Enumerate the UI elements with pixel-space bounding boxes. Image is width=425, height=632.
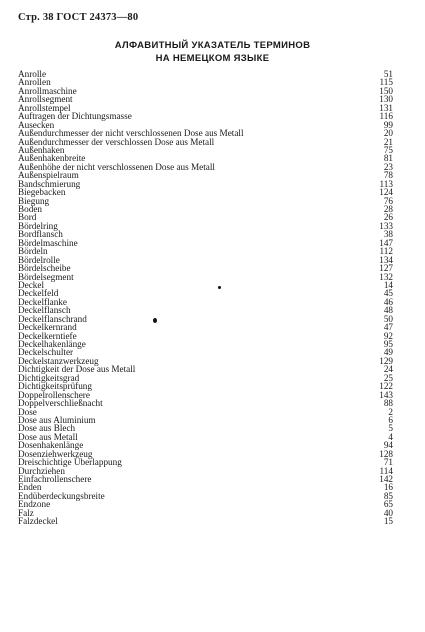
index-page-number: 24 <box>383 364 393 375</box>
scan-speck <box>218 286 221 289</box>
index-page-number: 38 <box>383 229 393 240</box>
index-term: Doppelrollenschere <box>18 389 90 400</box>
index-term: Falzdeckel <box>18 516 58 527</box>
index-term: Deckelfeld <box>18 288 59 299</box>
index-page-number: 15 <box>383 516 393 527</box>
index-term: Auftragen der Dichtungsmasse <box>18 111 132 122</box>
index-page-number: 28 <box>383 204 393 214</box>
index-page-number: 26 <box>383 212 393 223</box>
index-page-number: 128 <box>379 448 393 459</box>
index-term: Biegebacken <box>18 187 66 198</box>
index-page-number: 49 <box>383 347 393 358</box>
index-term: Dose aus Aluminium <box>18 414 96 425</box>
index-term: Deckelkernrand <box>18 322 77 333</box>
index-term: Falz <box>18 507 34 518</box>
index-page-number: 130 <box>379 94 393 105</box>
index-entry <box>18 222 393 230</box>
index-page-number: 129 <box>379 355 393 366</box>
index-term: Deckelstanzwerkzeug <box>18 355 99 366</box>
index-term: Bördelrolle <box>18 254 60 265</box>
index-term: Außendurchmesser der nicht verschlossenen Dose aus Metall <box>18 128 244 139</box>
index-term: Außenhöhe der nicht verschlossenen Dose aus Metall <box>18 161 215 172</box>
index-term: Anrolle <box>18 69 47 79</box>
index-page-number: 25 <box>383 372 393 383</box>
index-page-number: 23 <box>383 161 393 172</box>
index-entry <box>18 340 393 348</box>
index-entry <box>18 509 393 517</box>
index-term: Außenhaken <box>18 144 65 155</box>
index-term: Dichtigkeit der Dose aus Metall <box>18 364 136 375</box>
index-page-number: 150 <box>379 85 393 96</box>
index-page-number: 112 <box>379 246 393 257</box>
index-page-number: 5 <box>388 423 393 434</box>
index-entry <box>18 205 393 213</box>
index-term: Dreischichtige Überlappung <box>18 457 122 468</box>
index-entry <box>18 70 393 78</box>
index-page-number: 46 <box>383 296 393 307</box>
index-term: Deckelflanschrand <box>18 313 87 324</box>
index-term: Bördelscheibe <box>18 263 71 274</box>
index-term: Außenspielraum <box>18 170 79 181</box>
index-page-number: 88 <box>383 398 393 409</box>
index-page-number: 76 <box>383 195 393 206</box>
index-entry <box>18 247 393 255</box>
index-entry <box>18 289 393 297</box>
index-page-number: 20 <box>383 128 393 139</box>
index-page-number: 85 <box>383 490 393 501</box>
index-page-number: 14 <box>383 279 393 290</box>
index-term: Enden <box>18 482 42 493</box>
index-entry <box>18 517 393 525</box>
index-page-number: 143 <box>379 389 393 400</box>
index-title: АЛФАВИТНЫЙ УКАЗАТЕЛЬ ТЕРМИНОВ <box>114 40 311 51</box>
index-term: Deckelflansch <box>18 305 71 316</box>
index-page-number: 116 <box>379 111 393 122</box>
index-term: Dose aus Blech <box>18 423 76 434</box>
index-page-number: 2 <box>388 406 393 417</box>
index-term: Bordflansch <box>18 229 63 240</box>
index-term: Anrollsegment <box>18 94 73 105</box>
index-term: Deckelflanke <box>18 296 67 307</box>
index-term: Dosenziehwerkzeug <box>18 448 93 459</box>
index-page-number: 127 <box>379 263 393 274</box>
index-entry <box>18 458 393 466</box>
index-page-number: 115 <box>379 77 393 88</box>
index-page-number: 71 <box>383 457 393 468</box>
index-page-number: 21 <box>383 136 393 147</box>
index-entry <box>18 213 393 221</box>
index-page-number: 45 <box>383 288 393 299</box>
index-page-number: 114 <box>379 465 393 476</box>
index-term: Bördelring <box>18 220 58 231</box>
index-term: Endzone <box>18 499 51 510</box>
index-subtitle: НА НЕМЕЦКОМ ЯЗЫКЕ <box>155 53 270 64</box>
index-entry <box>18 500 393 508</box>
index-term: Endüberdeckungsbreite <box>18 490 105 501</box>
index-term: Dichtigkeitsgrad <box>18 372 80 383</box>
index-term: Anrollstempel <box>18 102 71 113</box>
index-entry <box>18 87 393 95</box>
index-page-number: 40 <box>383 507 393 518</box>
index-entry <box>18 298 393 306</box>
index-term: Einfachrollenschere <box>18 474 92 484</box>
index-term: Bord <box>18 212 37 223</box>
index-page-number: 142 <box>379 474 393 484</box>
index-page-number: 133 <box>379 220 393 231</box>
index-entry <box>18 138 393 146</box>
index-term: Bördeln <box>18 246 48 257</box>
index-entry <box>18 273 393 281</box>
index-term: Doppelverschließnacht <box>18 398 103 409</box>
index-term: Deckel <box>18 279 45 290</box>
index-term: Anrollen <box>18 77 51 88</box>
index-entry <box>18 180 393 188</box>
index-page-number: 132 <box>379 271 393 282</box>
index-term: Dichtigkeitsprüfung <box>18 381 92 392</box>
index-page-number: 47 <box>383 322 393 333</box>
index-entry <box>18 264 393 272</box>
index-term: Deckelschulter <box>18 347 74 358</box>
index-term: Ausecken <box>18 119 55 130</box>
index-page-number: 99 <box>383 119 393 130</box>
index-entry <box>18 475 393 483</box>
index-entry <box>18 492 393 500</box>
index-term: Außenhakenbreite <box>18 153 86 164</box>
index-entry <box>18 256 393 264</box>
index-term: Deckelkerntiefe <box>18 330 77 341</box>
index-entry <box>18 281 393 289</box>
index-term: Dose aus Metall <box>18 431 78 442</box>
index-term: Außendurchmesser der verschlossen Dose aus Metall <box>18 136 215 147</box>
index-page-number: 122 <box>379 381 393 392</box>
index-page-number: 16 <box>383 482 393 493</box>
index-entry <box>18 399 393 407</box>
index-term: Deckelhakenlänge <box>18 339 86 349</box>
index-page-number: 48 <box>383 305 393 316</box>
index-page-number: 65 <box>383 499 393 510</box>
index-term: Bördelsegment <box>18 271 74 282</box>
index-page-number: 94 <box>383 440 393 451</box>
index-page-number: 92 <box>383 330 393 341</box>
index-entry <box>18 188 393 196</box>
index-page-number: 4 <box>388 431 393 442</box>
index-entry <box>18 239 393 247</box>
index-page-number: 134 <box>379 254 393 265</box>
index-page-number: 50 <box>383 313 393 324</box>
page-header: Стр. 38 ГОСТ 24373—80 <box>18 12 139 23</box>
index-page-number: 131 <box>379 102 393 113</box>
index-term: Dose <box>18 406 37 417</box>
index-page-number: 78 <box>383 170 393 181</box>
index-page-number: 51 <box>383 69 393 79</box>
index-entry <box>18 112 393 120</box>
index-page-number: 147 <box>379 237 393 248</box>
index-term: Dosenhakenlänge <box>18 440 84 451</box>
index-page-number: 6 <box>388 414 393 425</box>
term-index-list <box>18 70 393 526</box>
index-term: Bördelmaschine <box>18 237 78 248</box>
index-term: Boden <box>18 204 42 214</box>
index-page-number: 124 <box>379 187 393 198</box>
index-page-number: 75 <box>383 144 393 155</box>
index-entry <box>18 95 393 103</box>
index-term: Bandschmierung <box>18 178 81 189</box>
scan-speck <box>153 318 157 323</box>
index-term: Biegung <box>18 195 50 206</box>
index-page-number: 113 <box>379 178 393 189</box>
index-page-number: 95 <box>383 339 393 349</box>
index-term: Anrollmaschine <box>18 85 77 96</box>
index-entry <box>18 197 393 205</box>
index-term: Durchziehen <box>18 465 65 476</box>
index-page-number: 81 <box>383 153 393 164</box>
